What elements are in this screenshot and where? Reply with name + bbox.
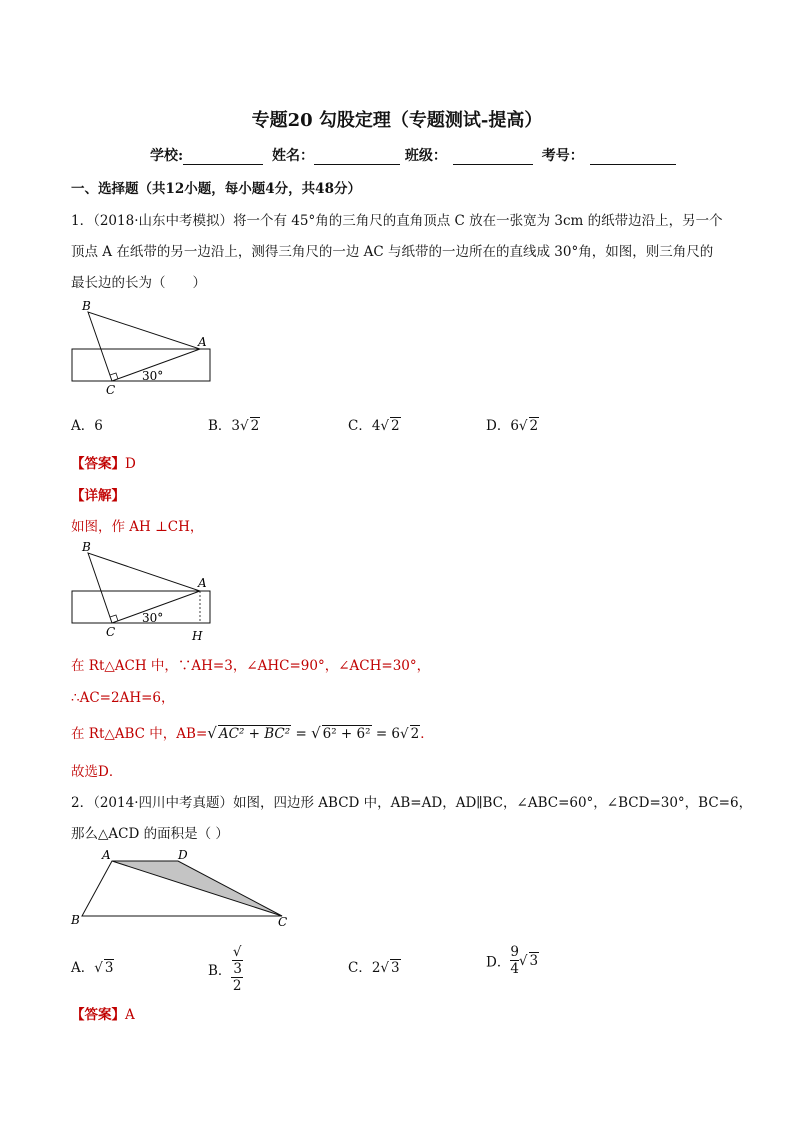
q1-line2: 顶点 A 在纸带的另一边沿上，测得三角尺的一边 AC 与纸带的一边所在的直线成 30°角，如图，则三角尺的 xyxy=(71,244,714,260)
q1-line1: 1．（2018·山东中考模拟）将一个有 45°角的三角尺的直角顶点 C 放在一张宽为 3cm 的纸带边沿上，另一个 xyxy=(71,213,723,229)
class-label: 班级： xyxy=(404,148,447,164)
q1-formula-radicand-2: 6² + 6² xyxy=(322,726,371,742)
page-title: 专题20 勾股定理（专题测试-提高） xyxy=(251,110,543,131)
q2-option-b-radicand: 3 xyxy=(233,961,243,977)
q1-option-b-radicand: 2 xyxy=(250,418,260,434)
q1-option-d: D．6√ 2 xyxy=(486,418,539,434)
name-label: 姓名： xyxy=(272,148,315,164)
q2-line1: 2．（2014·四川中考真题）如图，四边形 ABCD 中，AB=AD，AD∥BC，∠ABC=60°，∠BCD=30°，BC=6， xyxy=(71,795,753,811)
q2-label-a: A xyxy=(102,848,111,862)
q1-detail-line5: 故选D． xyxy=(71,764,123,780)
q1d-label-b: B xyxy=(82,540,91,554)
q1-label-a: A xyxy=(198,335,207,349)
q1-detail-line2: 在 Rt△ACH 中，∵AH=3，∠AHC=90°，∠ACH=30°， xyxy=(71,658,431,674)
number-label: 考号： xyxy=(541,148,584,164)
q2-line2: 那么△ACD 的面积是（ ） xyxy=(71,826,229,842)
school-blank xyxy=(183,150,263,165)
q2-option-b: B． √ 3 2 xyxy=(208,944,243,994)
q1-formula-radicand-3: 2 xyxy=(410,726,420,742)
q1-answer: 【答案】D xyxy=(71,456,136,472)
student-info xyxy=(150,145,676,165)
q1d-label-h: H xyxy=(192,629,203,643)
q2-option-a-radicand: 3 xyxy=(104,960,114,976)
q2-option-a: A．√ 3 xyxy=(71,960,114,976)
q2-option-c: C．2√ 3 xyxy=(348,960,400,976)
q1d-label-c: C xyxy=(106,625,116,639)
number-blank xyxy=(590,150,676,165)
q1-detail-line1: 如图，作 AH ⊥CH， xyxy=(71,519,204,535)
q1-detail-line4: 在 Rt△ABC 中，AB=√ AC² + BC² = √ 6² + 6² = 6√ 2． xyxy=(71,724,434,742)
q1-option-c: C．4√ 2 xyxy=(348,418,400,434)
q1-detail-line3: ∴AC=2AH=6， xyxy=(71,690,175,706)
q1-option-c-radicand: 2 xyxy=(391,418,400,434)
q1d-angle-label: 30° xyxy=(142,611,164,625)
section-heading: 一、选择题（共12小题，每小题4分，共48分） xyxy=(71,181,361,197)
school-label: 学校: xyxy=(150,148,184,164)
q1-option-d-radicand: 2 xyxy=(529,418,539,434)
q2-label-b: B xyxy=(71,913,80,927)
q1-option-a: A．6 xyxy=(71,418,103,434)
q1-detail-figure xyxy=(66,537,226,647)
q2-label-d: D xyxy=(178,848,188,862)
q1-figure xyxy=(66,296,226,398)
q1-label-c: C xyxy=(106,383,116,397)
q1-formula-radicand-1: AC² + BC² xyxy=(218,726,291,742)
q2-option-d-numerator: 9 xyxy=(510,944,519,960)
q1-angle-label: 30° xyxy=(142,369,164,383)
q1d-label-a: A xyxy=(198,576,207,590)
q2-option-c-radicand: 3 xyxy=(391,960,400,976)
q2-option-d-denominator: 4 xyxy=(510,961,519,977)
q1-detail-tag: 【详解】 xyxy=(71,488,125,504)
q2-label-c: C xyxy=(278,915,288,929)
class-blank xyxy=(453,150,533,165)
q1-option-b: B．3√ 2 xyxy=(208,418,260,434)
q2-option-b-denominator: 2 xyxy=(232,978,242,994)
q2-figure xyxy=(66,846,296,930)
name-blank xyxy=(314,150,400,165)
q1-label-b: B xyxy=(82,299,91,313)
q1-line3: 最长边的长为（ ） xyxy=(71,275,206,291)
q2-option-d-radicand: 3 xyxy=(529,953,539,969)
q2-option-d: D． $\frac{9}{4}$ √ 3 xyxy=(486,944,539,977)
q2-answer: 【答案】A xyxy=(71,1007,135,1023)
